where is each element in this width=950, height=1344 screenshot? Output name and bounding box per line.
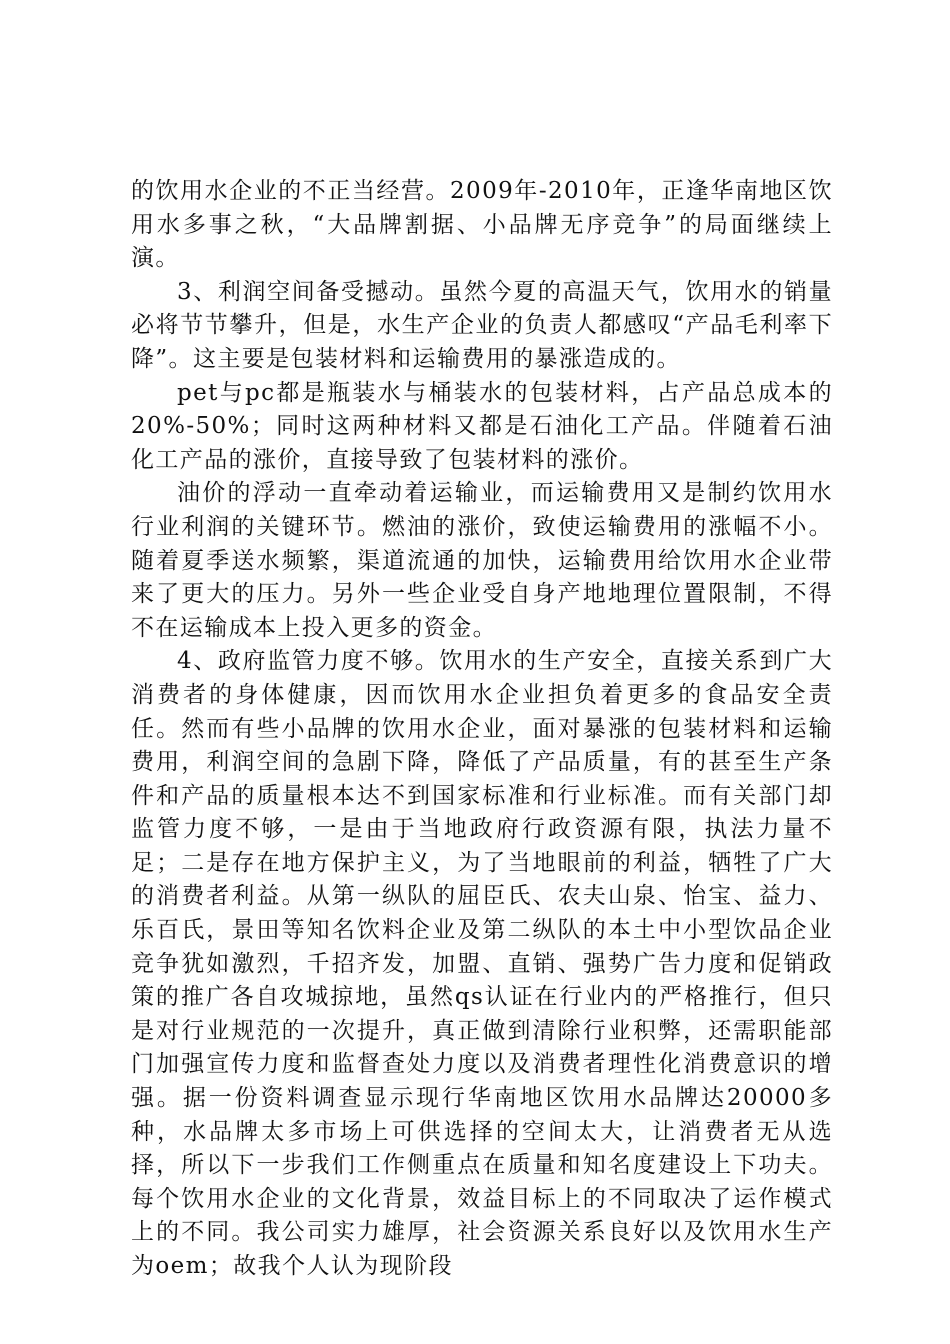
paragraph-4: 油价的浮动一直牵动着运输业，而运输费用又是制约饮用水行业利润的关键环节。燃油的涨价，致使运输费用的涨幅不小。随着夏季送水频繁，渠道流通的加快，运输费用给饮用水企业带来了更大的压力。另外一些企业受自身产地地理位置限制，不得不在运输成本上投入更多的资金。 xyxy=(131,480,833,641)
paragraph-2: 3、利润空间备受撼动。虽然今夏的高温天气，饮用水的销量必将节节攀升，但是，水生产企业的负责人都感叹“产品毛利率下降”。这主要是包装材料和运输费用的暴涨造成的。 xyxy=(131,278,833,372)
document-body xyxy=(131,175,833,1284)
paragraph-5: 4、政府监管力度不够。饮用水的生产安全，直接关系到广大消费者的身体健康，因而饮用水企业担负着更多的食品安全责任。然而有些小品牌的饮用水企业，面对暴涨的包装材料和运输费用，利润空间的急剧下降，降低了产品质量，有的甚至生产条件和产品的质量根本达不到国家标准和行业标准。而有关部门却监管力度不够，一是由于当地政府行政资源有限，执法力量不足；二是存在地方保护主义，为了当地眼前的利益，牺牲了广大的消费者利益。从第一纵队的屈臣氏、农夫山泉、怡宝、益力、乐百氏，景田等知名饮料企业及第二纵队的本土中小型饮品企业竞争犹如激烈，千招齐发，加盟、直销、强势广告力度和促销政策的推广各自攻城掠地，虽然qs认证在行业内的严格推行，但只是对行业规范的一次提升，真正做到清除行业积弊，还需职能部门加强宣传力度和监督查处力度以及消费者理性化消费意识的增强。据一份资料调查显示现行华南地区饮用水品牌达20000多种，水品牌太多市场上可供选择的空间太大，让消费者无从选择，所以下一步我们工作侧重点在质量和知名度建设上下功夫。每个饮用水企业的文化背景，效益目标上的不同取决了运作模式上的不同。我公司实力雄厚，社会资源关系良好以及饮用水生产为oem；故我个人认为现阶段 xyxy=(131,648,833,1279)
paragraph-3: pet与pc都是瓶装水与桶装水的包装材料，占产品总成本的20%-50%；同时这两种材料又都是石油化工产品。伴随着石油化工产品的涨价，直接导致了包装材料的涨价。 xyxy=(131,379,833,473)
paragraph-1: 的饮用水企业的不正当经营。2009年-2010年，正逢华南地区饮用水多事之秋，“大品牌割据、小品牌无序竞争”的局面继续上演。 xyxy=(131,178,833,272)
